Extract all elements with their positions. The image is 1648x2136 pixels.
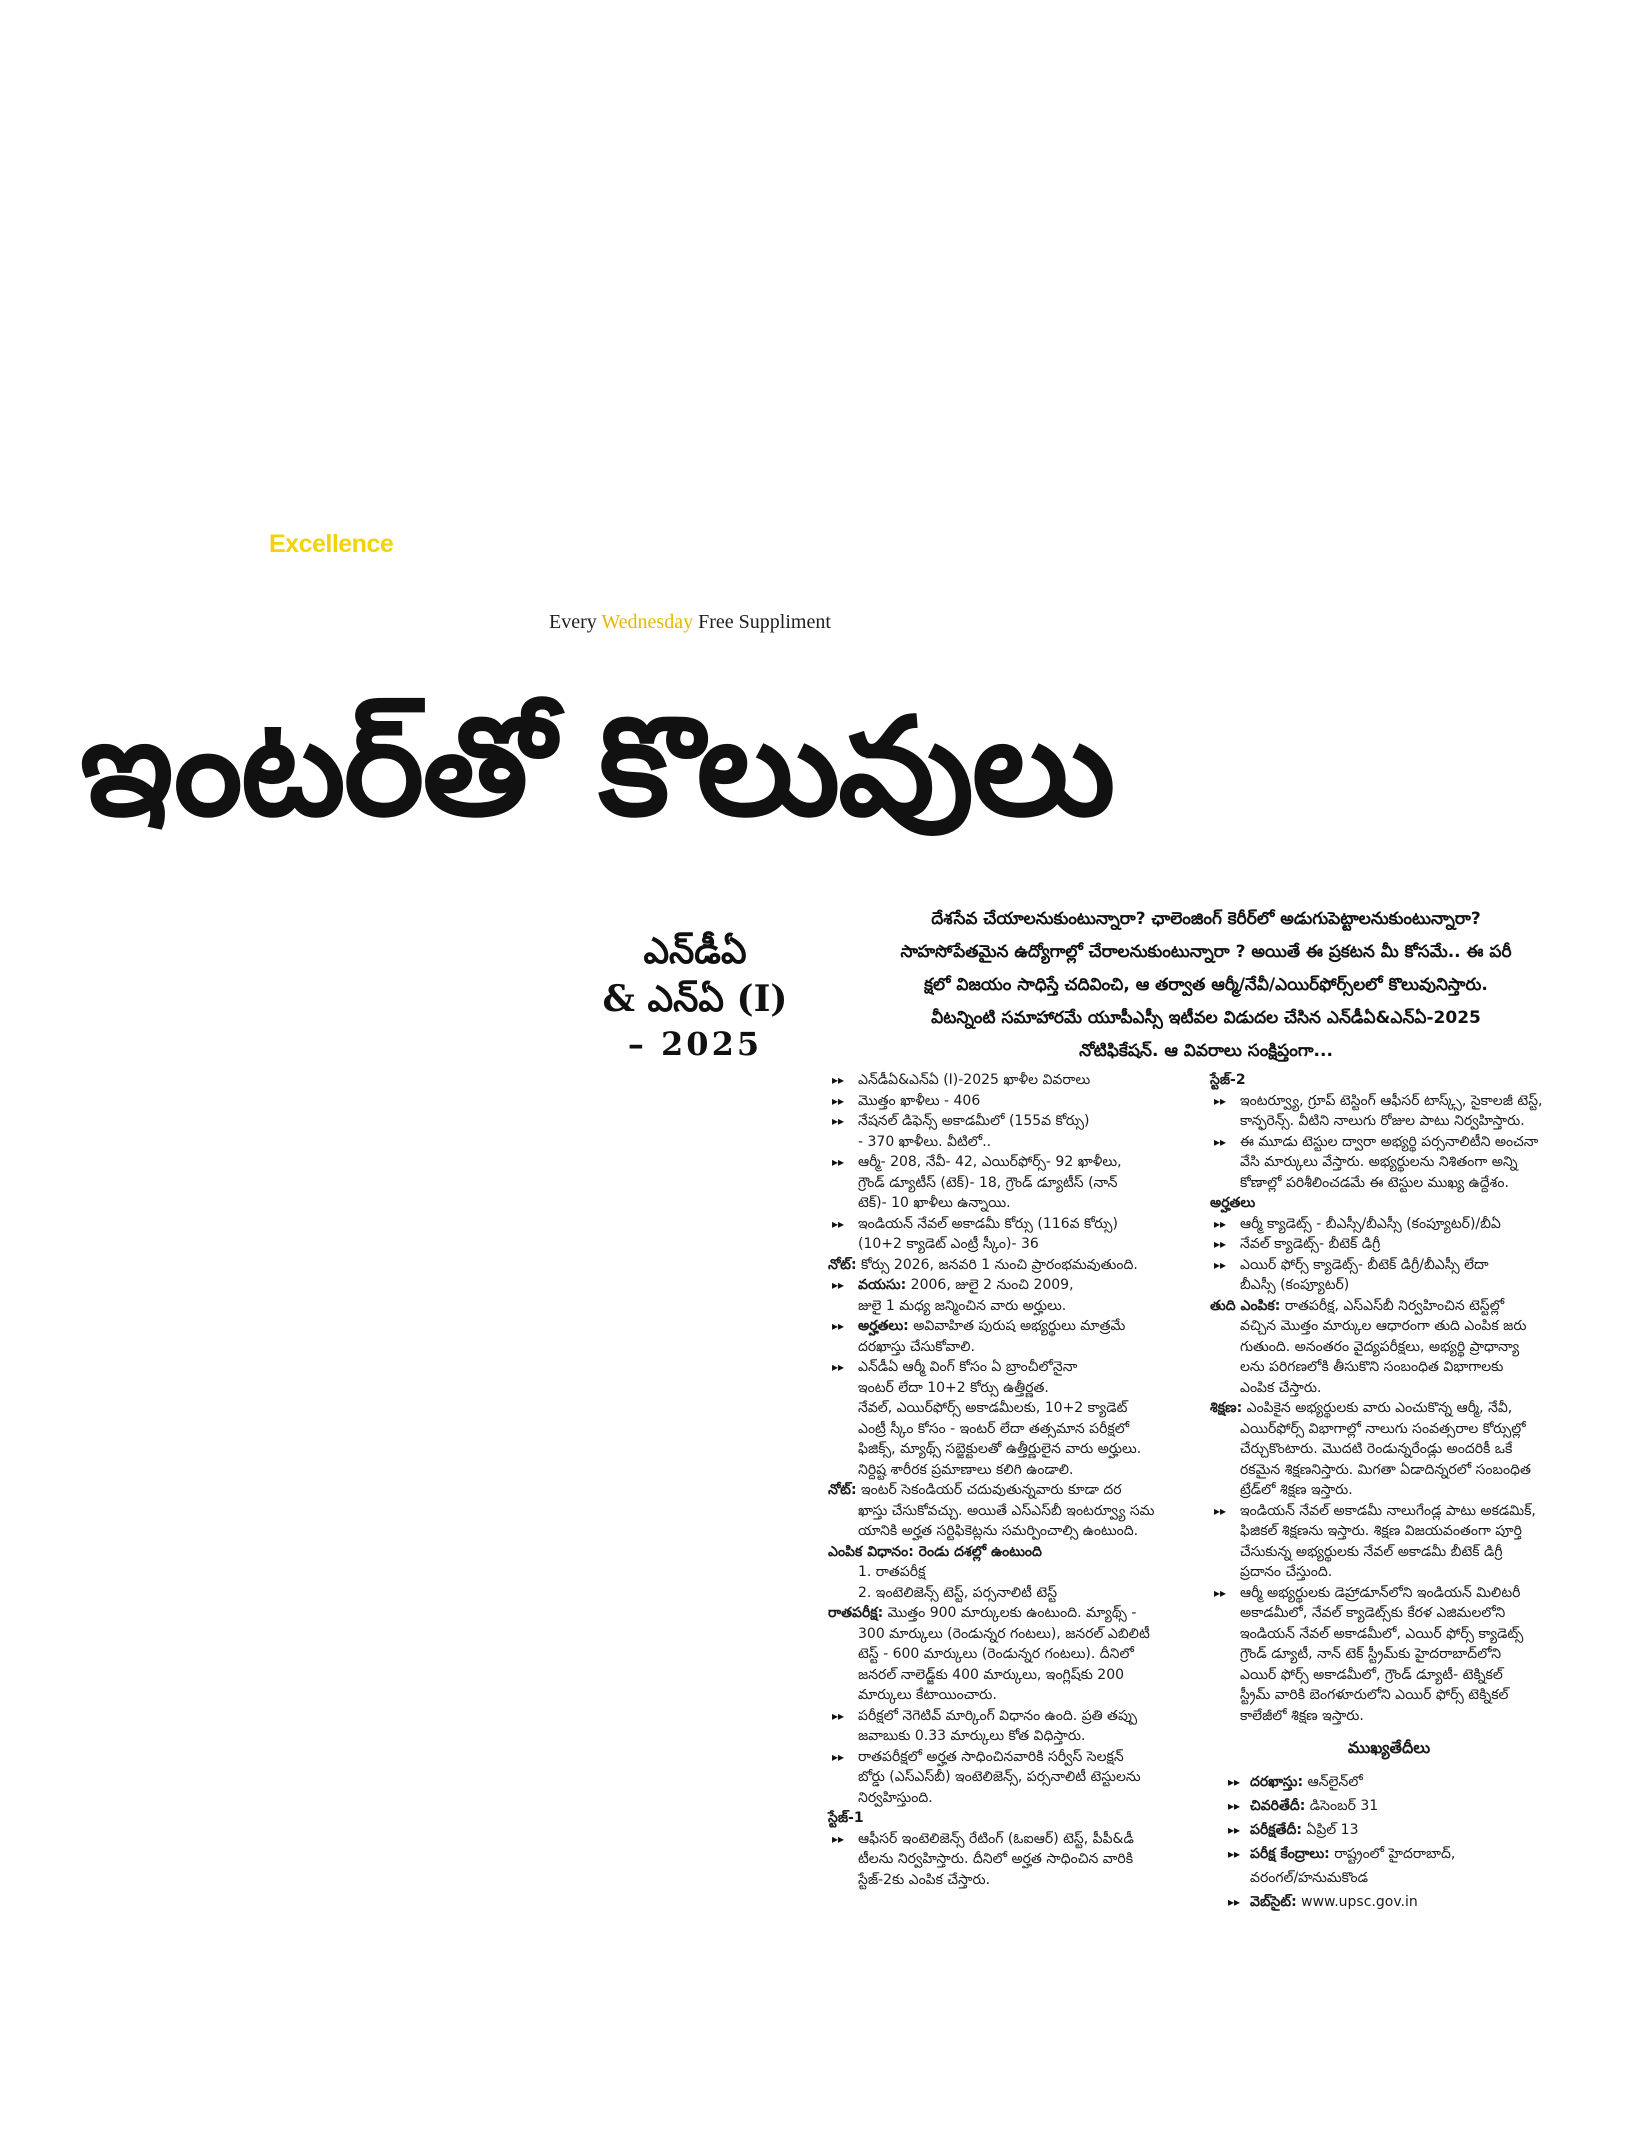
- section-heading: [1210, 1193, 1568, 1214]
- continuation-line: [1210, 1316, 1568, 1337]
- line-text: ఫిజికల్ శిక్షణను ఇస్తారు. శిక్షణ విజయవంతంగా పూర్తి: [1240, 1523, 1522, 1539]
- section-heading: [828, 1808, 1182, 1829]
- double-arrow-bullet-icon: ▸▸: [832, 1319, 845, 1333]
- line-text: లను పరిగణలోకి తీసుకొని సంబంధిత విభాగాలకు: [1240, 1359, 1504, 1375]
- date-item: [1210, 1819, 1568, 1841]
- continuation-line: [828, 1726, 1182, 1747]
- date-item: [1210, 1771, 1568, 1793]
- exam-title-line2: & ఎన్‌ఏ (I): [602, 977, 788, 1020]
- line-text: ఎన్‌డీఏ&ఎన్‌ఏ (I)-2025 ఖాళీల వివరాలు: [858, 1072, 1091, 1088]
- line-text: నేవల్, ఎయిర్‌ఫోర్స్ అకాడమీలకు, 10+2 క్యాడెట్: [858, 1400, 1128, 1416]
- continuation-line: [828, 1849, 1182, 1870]
- line-text: ఎంట్రీ స్కీం కోసం - ఇంటర్ లేదా తత్సమాన పరీక్షలో: [858, 1420, 1130, 1437]
- continuation-line: [1210, 1665, 1568, 1686]
- continuation-line: [1210, 1152, 1568, 1173]
- line-text: ట్రేడ్‌లో శిక్షణ ఇస్తారు.: [1240, 1482, 1353, 1498]
- line-text: కాన్ఫరెన్స్. వీటిని నాలుగు రోజుల పాటు నిర్వహిస్తారు.: [1240, 1113, 1525, 1129]
- double-arrow-bullet-icon: ▸▸: [1214, 1237, 1227, 1251]
- double-arrow-bullet-icon: ▸▸: [1214, 1134, 1227, 1149]
- line-text: టీలను నిర్వహిస్తారు. దీనిలో అర్హత సాధించిన వారికి: [858, 1851, 1134, 1867]
- line-text: ఖాస్తు చేసుకోవచ్చు. అయితే ఎస్ఎస్‌బీ ఇంటర్వ్యూ సమ: [858, 1502, 1155, 1519]
- line-text: వేసి మార్కులు వేస్తారు. అభ్యర్థులను నిశితంగా అన్ని: [1240, 1154, 1518, 1170]
- continuation-line: [1210, 1439, 1568, 1460]
- left-column: [828, 1070, 1182, 1890]
- line-text: ఇండియన్ నేవల్ అకాడమీలో, ఎయిర్ ఫోర్స్ క్యాడెట్స్: [1240, 1625, 1524, 1642]
- line-text: 1. రాతపరీక్ష: [858, 1564, 926, 1580]
- line-text: ఈ మూడు టెస్టుల ద్వారా అభ్యర్థి పర్సనాలిటీని అంచనా: [1240, 1133, 1539, 1150]
- continuation-line: [828, 1501, 1182, 1522]
- intro-line: సాహసోపేతమైన ఉద్యోగాల్లో చేరాలనుకుంటున్నారా ? అయితే ఈ ప్రకటన మీ కోసమే.. ఈ పరీ: [900, 942, 1512, 962]
- continuation-line: [1210, 1624, 1568, 1645]
- line-text: ఎయిర్‌ఫోర్స్ విభాగాల్లో నాలుగు సంవత్సరాల కోర్సుల్లో: [1240, 1420, 1526, 1437]
- continuation-line: [1210, 1562, 1568, 1583]
- line-text: బోర్డు (ఎస్ఎస్‌బీ) ఇంటెలిజెన్స్, పర్సనాలిటీ టెస్టులను: [858, 1769, 1141, 1785]
- field-label: తుది ఎంపిక:: [1210, 1297, 1281, 1314]
- labeled-line: [828, 1480, 1182, 1501]
- line-text: ఇండియన్ నేవల్ అకాడమీ కోర్సు (116వ కోర్సు): [858, 1215, 1118, 1232]
- line-text: ఆర్మీ- 208, నేవీ- 42, ఎయిర్‌ఫోర్స్- 92 ఖాళీలు,: [858, 1154, 1122, 1170]
- intro-line: క్షలో విజయం సాధిస్తే చదివించి, ఆ తర్వాత ఆర్మీ/నేవీ/ఎయిర్‌ఫోర్స్‌లలో కొలువునిస్తారు.: [924, 975, 1488, 995]
- date-value: ఆన్‌లైన్‌లో: [1303, 1773, 1363, 1790]
- line-text: దరఖాస్తు చేసుకోవాలి.: [858, 1338, 975, 1355]
- continuation-line: [828, 1460, 1182, 1481]
- bullet-item: [1210, 1501, 1568, 1522]
- line-text: ఆఫీసర్ ఇంటెలిజెన్స్ రేటింగ్ (ఓఐఆర్) టెస్ట్, పీపీ&డీ: [858, 1830, 1134, 1847]
- double-arrow-bullet-icon: ▸▸: [832, 1831, 845, 1846]
- line-text: మార్కులు కేటాయించారు.: [858, 1687, 997, 1703]
- double-arrow-bullet-icon: ▸▸: [832, 1073, 845, 1087]
- line-text: ఎంపిక చేస్తారు.: [1240, 1379, 1322, 1396]
- continuation-line: [828, 1521, 1182, 1542]
- date-item: [1210, 1867, 1568, 1889]
- continuation-line: [1210, 1521, 1568, 1542]
- double-arrow-bullet-icon: ▸▸: [1214, 1585, 1227, 1600]
- line-text: నిర్వహిస్తుంది.: [858, 1789, 933, 1806]
- bullet-item: [1210, 1255, 1568, 1276]
- bullet-item: [828, 1357, 1182, 1378]
- line-text: (10+2 క్యాడెట్ ఎంట్రీ స్కీం)- 36: [858, 1236, 1039, 1252]
- field-label: రాతపరీక్ష:: [828, 1605, 884, 1621]
- line-text: జనరల్ నాలెడ్జ్‌కు 400 మార్కులు, ఇంగ్లిష్‌కు 200: [858, 1666, 1125, 1683]
- line-text: కోర్సు 2026, జనవరి 1 నుంచి ప్రారంభమవుతుంది.: [856, 1256, 1138, 1273]
- continuation-line: [1210, 1337, 1568, 1358]
- continuation-line: [828, 1439, 1182, 1460]
- double-arrow-bullet-icon: ▸▸: [832, 1093, 845, 1108]
- line-text: ఇంటర్వ్యూ, గ్రూప్ టెస్టింగ్ ఆఫీసర్ టాస్క్స్, సైకాలజీ టెస్ట్,: [1240, 1092, 1543, 1109]
- line-text: ఎయిర్ ఫోర్స్ అకాడమీలో, గ్రౌండ్ డ్యూటీ- టెక్నికల్: [1240, 1666, 1503, 1683]
- date-item: [1210, 1843, 1568, 1865]
- bullet-item: [828, 1070, 1182, 1091]
- line-text: అకాడమీలో, నేవల్ క్యాడెట్స్‌కు కేరళ ఎజిమలలోని: [1240, 1605, 1506, 1621]
- double-arrow-bullet-icon: ▸▸: [1214, 1093, 1227, 1108]
- double-arrow-bullet-icon: ▸▸: [832, 1155, 845, 1169]
- continuation-line: [1210, 1480, 1568, 1501]
- line-text: ఫిజిక్స్, మ్యాథ్స్ సబ్జెక్టులతో ఉత్తీర్ణులైన వారు అర్హులు.: [858, 1441, 1142, 1457]
- continuation-line: [828, 1624, 1182, 1645]
- exam-title-year: – 2025: [627, 1025, 763, 1064]
- field-label: నోట్:: [828, 1256, 857, 1273]
- double-arrow-bullet-icon: ▸▸: [1228, 1798, 1241, 1813]
- line-text: ఇండియన్ నేవల్ అకాడమీ నాలుగేండ్ల పాటు అకడమిక్,: [1240, 1502, 1536, 1519]
- labeled-line: [828, 1255, 1182, 1276]
- line-text: టెక్)- 10 ఖాళీలు ఉన్నాయి.: [858, 1195, 1011, 1211]
- double-arrow-bullet-icon: ▸▸: [1228, 1822, 1241, 1837]
- continuation-line: [1210, 1378, 1568, 1399]
- continuation-line: [1210, 1111, 1568, 1132]
- tagline-every: Every: [549, 611, 597, 633]
- double-arrow-bullet-icon: ▸▸: [832, 1114, 845, 1128]
- line-text: 300 మార్కులు (రెండున్నర గంటలు), జనరల్ ఎబిలిటీ: [858, 1625, 1150, 1642]
- date-value: డిసెంబర్ 31: [1305, 1797, 1379, 1814]
- continuation-line: [1210, 1460, 1568, 1481]
- date-label: పరీక్ష కేంద్రాలు:: [1250, 1845, 1330, 1862]
- tagline: [549, 611, 831, 634]
- line-text: జులై 1 మధ్య జన్మించిన వారు అర్హులు.: [858, 1297, 1067, 1314]
- line-text: గ్రౌండ్ డ్యూటీ, నాన్ టెక్ స్ట్రీమ్‌కు హైదరాబాద్‌లోని: [1240, 1646, 1502, 1662]
- line-text: ఎంపికైన అభ్యర్థులకు వారు ఎంచుకొన్న ఆర్మీ, నేవీ,: [1242, 1400, 1513, 1416]
- field-label: శిక్షణ:: [1210, 1400, 1243, 1416]
- continuation-line: [1210, 1173, 1568, 1194]
- double-arrow-bullet-icon: ▸▸: [1228, 1774, 1241, 1789]
- line-text: 2. ఇంటెలిజెన్స్ టెస్ట్, పర్సనాలిటీ టెస్ట్: [858, 1584, 1058, 1601]
- bullet-item: [1210, 1091, 1568, 1112]
- bullet-item: [828, 1275, 1182, 1296]
- exam-title-line1: ఎన్‌డీఏ: [643, 930, 747, 972]
- continuation-line: [828, 1419, 1182, 1440]
- intro-line: దేశసేవ చేయాలనుకుంటున్నారా? ఛాలెంజింగ్ కెరీర్‌లో అడుగుపెట్టాలనుకుంటున్నారా?: [931, 909, 1481, 929]
- line-text: అవివాహిత పురుష అభ్యర్థులు మాత్రమే: [908, 1318, 1126, 1334]
- date-value: www.upsc.gov.in: [1296, 1893, 1418, 1910]
- line-text: బీఎస్సీ (కంప్యూటర్): [1240, 1277, 1350, 1293]
- line-text: చేసుకున్న అభ్యర్థులకు నేవల్ అకాడమీ బీటెక్ డిగ్రీ: [1240, 1543, 1503, 1560]
- line-text: స్ట్రీమ్ వారికి బెంగళూరులోని ఎయిర్ ఫోర్స్ టెక్నికల్: [1240, 1687, 1509, 1703]
- line-text: నిర్దిష్ట శారీరక ప్రమాణాలు కలిగి ఉండాలి.: [858, 1461, 1074, 1478]
- intro-line: వీటన్నింటి సమాహారమే యూపీఎస్సీ ఇటీవల విడుదల చేసిన ఎన్‌డీఏ&ఎన్‌ఏ-2025: [931, 1008, 1481, 1028]
- continuation-line: [828, 1173, 1182, 1194]
- double-arrow-bullet-icon: ▸▸: [832, 1749, 845, 1764]
- line-text: కాలేజీలో శిక్షణ ఇస్తారు.: [1240, 1707, 1364, 1724]
- continuation-line: [1210, 1542, 1568, 1563]
- field-label: వయసు:: [858, 1277, 907, 1293]
- bullet-item: [1210, 1132, 1568, 1153]
- date-label: చివరితేదీ:: [1250, 1797, 1306, 1814]
- line-text: వచ్చిన మొత్తం మార్కుల ఆధారంగా తుది ఎంపిక జరు: [1240, 1318, 1527, 1334]
- bullet-item: [828, 1091, 1182, 1112]
- date-value: రాష్ట్రంలో హైదరాబాద్,: [1329, 1845, 1456, 1862]
- date-item: [1210, 1795, 1568, 1817]
- double-arrow-bullet-icon: ▸▸: [832, 1216, 845, 1231]
- important-dates-list: [1210, 1771, 1568, 1913]
- important-dates-title: ముఖ్యతేదీలు: [1347, 1738, 1431, 1757]
- line-text: చేర్చుకొంటారు. మొదటి రెండున్నరేండ్లు అందరికీ ఒకే: [1240, 1441, 1513, 1457]
- section-heading: [1210, 1070, 1568, 1091]
- headline: ఇంటర్‌తో కొలువులు: [80, 689, 1114, 847]
- line-text: నేవల్ క్యాడెట్స్- బీటెక్ డిగ్రీ: [1240, 1236, 1381, 1252]
- continuation-line: [828, 1296, 1182, 1317]
- double-arrow-bullet-icon: ▸▸: [832, 1360, 845, 1374]
- numbered-item: [828, 1583, 1182, 1604]
- line-text: స్టేజ్-1: [828, 1810, 864, 1826]
- line-text: కోణాల్లో పరిశీలించడమే ఈ టెస్టుల ముఖ్య ఉద్దేశం.: [1240, 1174, 1509, 1191]
- date-label: దరఖాస్తు:: [1250, 1773, 1304, 1790]
- line-text: గ్రౌండ్ డ్యూటీస్ (టెక్)- 18, గ్రౌండ్ డ్యూటీస్ (నాన్: [858, 1174, 1118, 1191]
- continuation-line: [1210, 1603, 1568, 1624]
- line-text: గుతుంది. అనంతరం వైద్యపరీక్షలు, అభ్యర్థి ప్రాధాన్యా: [1240, 1338, 1520, 1355]
- continuation-line: [828, 1870, 1182, 1891]
- date-value: ఏప్రిల్ 13: [1301, 1821, 1359, 1838]
- field-label: ఎంపిక విధానం: రెండు దశల్లో ఉంటుంది: [828, 1543, 1042, 1560]
- continuation-line: [828, 1788, 1182, 1809]
- bullet-item: [828, 1747, 1182, 1768]
- line-text: స్టేజ్-2: [1210, 1072, 1246, 1088]
- bullet-item: [828, 1829, 1182, 1850]
- continuation-line: [828, 1665, 1182, 1686]
- line-text: ప్రదానం చేస్తుంది.: [1240, 1564, 1333, 1580]
- line-text: అర్హతలు: [1210, 1195, 1256, 1211]
- line-text: రకమైన శిక్షణనిస్తారు. మిగతా ఏడాదిన్నరలో సంబంధిత: [1240, 1461, 1531, 1478]
- continuation-line: [1210, 1644, 1568, 1665]
- double-arrow-bullet-icon: ▸▸: [1214, 1503, 1227, 1518]
- double-arrow-bullet-icon: ▸▸: [832, 1278, 845, 1292]
- line-text: - 370 ఖాళీలు. వీటిలో..: [858, 1133, 992, 1150]
- field-label: అర్హతలు:: [858, 1318, 909, 1334]
- date-item: [1210, 1891, 1568, 1913]
- tagline-day: Wednesday: [601, 611, 694, 633]
- line-text: స్టేజ్-2కు ఎంపిక చేస్తారు.: [858, 1871, 991, 1888]
- double-arrow-bullet-icon: ▸▸: [1214, 1257, 1227, 1272]
- line-text: మొత్తం ఖాళీలు - 406: [858, 1092, 981, 1109]
- tagline-rest: Free Suppliment: [698, 611, 831, 633]
- labeled-line: [828, 1542, 1182, 1563]
- intro-line: నోటిఫికేషన్. ఆ వివరాలు సంక్షిప్తంగా...: [1079, 1041, 1333, 1061]
- brand-logo: Excellence: [269, 530, 394, 558]
- field-label: నోట్:: [828, 1482, 857, 1498]
- exam-title: [560, 928, 830, 1065]
- continuation-line: [1210, 1275, 1568, 1296]
- line-text: ఇంటర్ లేదా 10+2 కోర్సు ఉత్తీర్ణత.: [858, 1379, 1049, 1396]
- bullet-item: [828, 1111, 1182, 1132]
- continuation-line: [828, 1767, 1182, 1788]
- line-text: ఆర్మీ అభ్యర్థులకు డెహ్రాడూన్‌లోని ఇండియన్ మిలిటరీ: [1240, 1584, 1521, 1601]
- continuation-line: [1210, 1706, 1568, 1727]
- labeled-line: [828, 1603, 1182, 1624]
- bullet-item: [1210, 1583, 1568, 1604]
- double-arrow-bullet-icon: ▸▸: [1228, 1846, 1241, 1861]
- continuation-line: [1210, 1357, 1568, 1378]
- labeled-line: [1210, 1296, 1568, 1317]
- line-text: ఇంటర్ సెకండియర్ చదువుతున్నవారు కూడా దర: [856, 1482, 1122, 1498]
- continuation-line: [828, 1685, 1182, 1706]
- line-text: పరీక్షలో నెగెటివ్ మార్కింగ్ విధానం ఉంది. ప్రతి తప్పు: [858, 1707, 1138, 1724]
- line-text: ఎన్‌డీఏ ఆర్మీ వింగ్ కోసం ఏ బ్రాంచీలోనైనా: [858, 1359, 1078, 1375]
- line-text: ఎయిర్ ఫోర్స్ క్యాడెట్స్- బీటెక్ డిగ్రీ/బీఎస్సీ లేదా: [1240, 1256, 1489, 1273]
- line-text: ఆర్మీ క్యాడెట్స్ - బీఎస్సీ/బీఎస్సీ (కంప్యూటర్)/బీఏ: [1240, 1215, 1501, 1232]
- date-value: వరంగల్/హనుమకొండ: [1250, 1869, 1368, 1886]
- double-arrow-bullet-icon: ▸▸: [1214, 1216, 1227, 1231]
- bullet-item: [1210, 1234, 1568, 1255]
- double-arrow-bullet-icon: ▸▸: [832, 1708, 845, 1723]
- bullet-item: [828, 1316, 1182, 1337]
- date-label: పరీక్షతేదీ:: [1250, 1821, 1302, 1838]
- right-column: [1210, 1070, 1568, 1915]
- numbered-item: [828, 1562, 1182, 1583]
- line-text: యానికి అర్హత సర్టిఫికెట్లను సమర్పించాల్సి ఉంటుంది.: [858, 1523, 1139, 1539]
- line-text: నేషనల్ డిఫెన్స్ అకాడమీలో (155వ కోర్సు): [858, 1113, 1090, 1129]
- continuation-line: [828, 1644, 1182, 1665]
- continuation-line: [828, 1378, 1182, 1399]
- bullet-item: [828, 1152, 1182, 1173]
- date-label: వెబ్‌సైట్:: [1250, 1893, 1297, 1910]
- double-arrow-bullet-icon: ▸▸: [1228, 1894, 1241, 1909]
- intro-paragraph: [848, 903, 1564, 1068]
- continuation-line: [828, 1132, 1182, 1153]
- labeled-line: [1210, 1398, 1568, 1419]
- line-text: టెస్ట్ - 600 మార్కులు (రెండున్నర గంటలు). దీనిలో: [858, 1646, 1134, 1662]
- bullet-item: [828, 1214, 1182, 1235]
- line-text: రాతపరీక్ష, ఎస్ఎస్‌బీ నిర్వహించిన టెస్ట్‌ల్లో: [1280, 1297, 1505, 1314]
- line-text: 2006, జులై 2 నుంచి 2009,: [906, 1277, 1074, 1293]
- line-text: రాతపరీక్షలో అర్హత సాధించినవారికి సర్వీస్ సెలక్షన్: [858, 1748, 1124, 1765]
- continuation-line: [1210, 1419, 1568, 1440]
- continuation-line: [828, 1193, 1182, 1214]
- continuation-line: [828, 1234, 1182, 1255]
- continuation-line: [828, 1337, 1182, 1358]
- bullet-item: [1210, 1214, 1568, 1235]
- line-text: మొత్తం 900 మార్కులకు ఉంటుంది. మ్యాథ్స్ -: [883, 1605, 1137, 1621]
- bullet-item: [828, 1706, 1182, 1727]
- line-text: జవాబుకు 0.33 మార్కులు కోత విధిస్తారు.: [858, 1728, 1086, 1744]
- continuation-line: [1210, 1685, 1568, 1706]
- continuation-line: [828, 1398, 1182, 1419]
